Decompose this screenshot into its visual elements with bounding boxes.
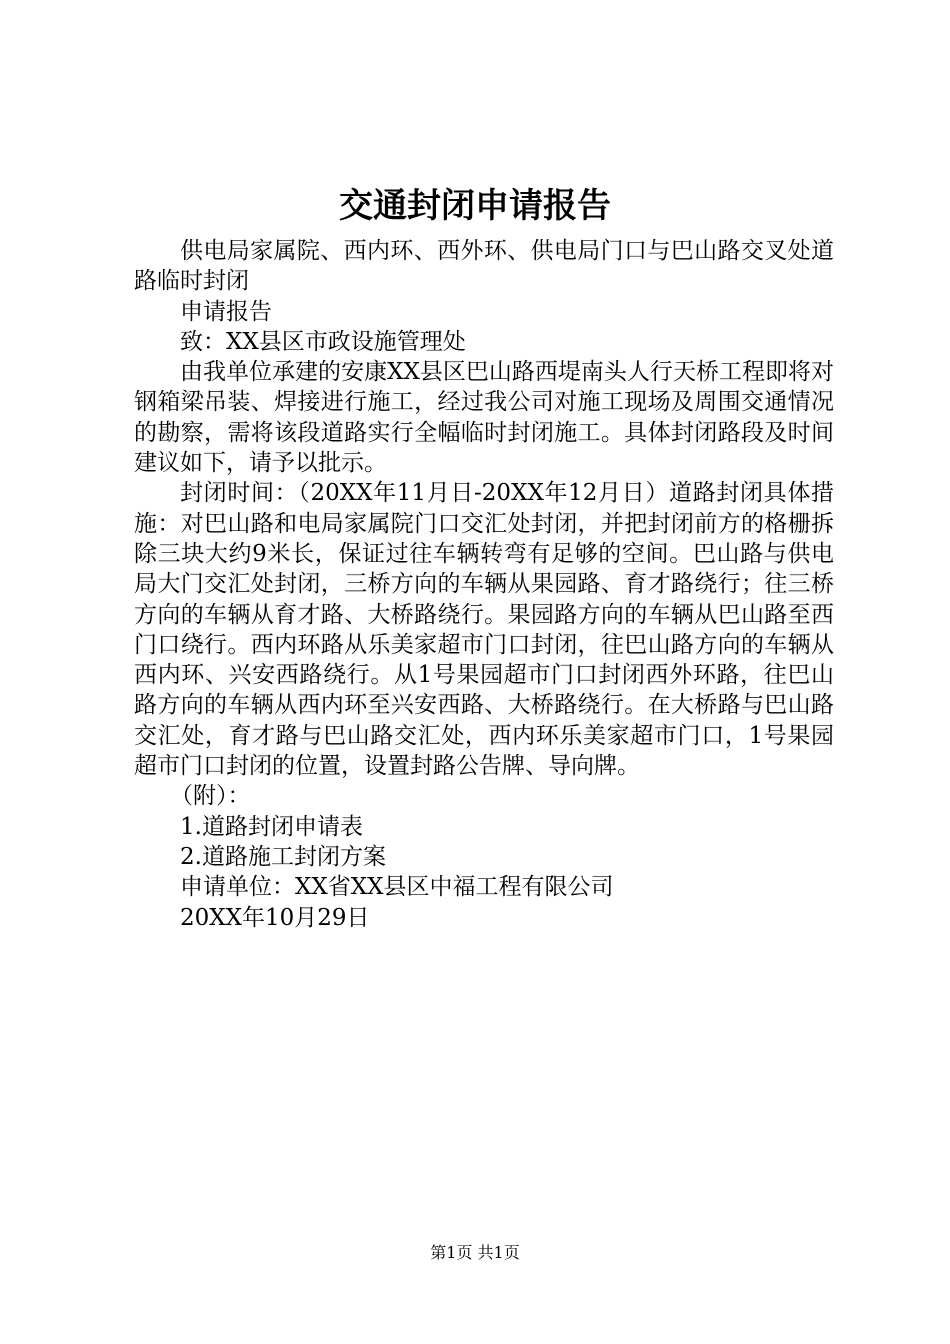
attachments-label: （附）： [170, 783, 251, 810]
intro-paragraph: 由我单位承建的安康XX县区巴山路西堤南头人行天桥工程即将对钢箱梁吊装、焊接进行施工，经过我公司对施工现场及周围交通情况的勘察，需将该段道路实行全幅临时封闭施工。具体封闭路段及时间建议如下，请予以批示。 [134, 359, 834, 477]
recipient-line: 致：XX县区市政设施管理处 [180, 328, 466, 355]
applicant-line: 申请单位：XX省XX县区中福工程有限公司 [180, 874, 614, 901]
attachment-item: 2.道路施工封闭方案 [180, 843, 386, 870]
document-body [134, 236, 834, 933]
report-heading: 申请报告 [180, 298, 272, 325]
date-line: 20XX年10月29日 [180, 904, 370, 931]
document-title: 交通封闭申请报告 [339, 186, 611, 226]
closure-details-paragraph: 封闭时间：（20XX年11月日-20XX年12月日）道路封闭具体措施：对巴山路和电局家属院门口交汇处封闭，并把封闭前方的格栅拆除三块大约9米长，保证过往车辆转弯有足够的空间。巴山路与供电局大门交汇处封闭，三桥方向的车辆从果园路、育才路绕行；往三桥方向的车辆从育才路、大桥路绕行。果园路方向的车辆从巴山路至西门口绕行。西内环路从乐美家超市门口封闭，往巴山路方向的车辆从西内环、兴安西路绕行。从1号果园超市门口封闭西外环路，往巴山路方向的车辆从西内环至兴安西路、大桥路绕行。在大桥路与巴山路交汇处，育才路与巴山路交汇处，西内环乐美家超市门口，1号果园超市门口封闭的位置，设置封路公告牌、导向牌。 [134, 480, 834, 780]
page-footer: 第1页 共1页 [430, 1243, 520, 1262]
subject-line: 供电局家属院、西内环、西外环、供电局门口与巴山路交叉处道路临时封闭 [134, 238, 834, 295]
attachment-item: 1.道路封闭申请表 [180, 813, 363, 840]
